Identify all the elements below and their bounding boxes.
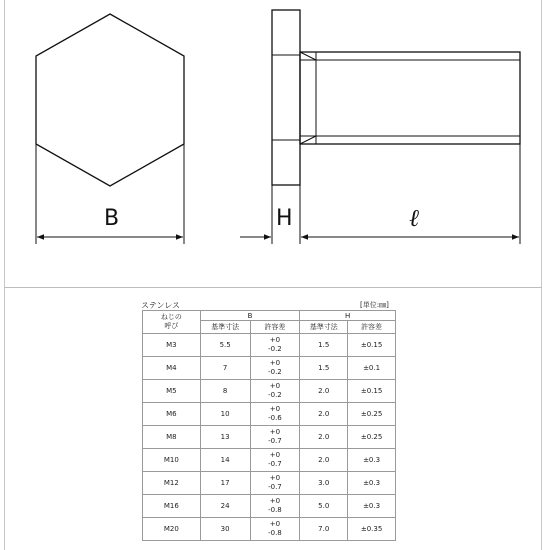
cell-size: M10 — [143, 449, 201, 472]
cell-b-basic: 10 — [200, 403, 250, 426]
cell-size: M20 — [143, 518, 201, 541]
cell-h-tol: ±0.25 — [348, 426, 396, 449]
b-tol-minus: -0.7 — [268, 483, 282, 491]
section-divider — [4, 287, 542, 288]
cell-h-basic: 2.0 — [300, 426, 348, 449]
cell-b-tol — [250, 357, 300, 380]
b-tol-minus: -0.2 — [268, 391, 282, 399]
cell-b-tol — [250, 426, 300, 449]
b-tol-minus: -0.6 — [268, 414, 282, 422]
cell-size: M4 — [143, 357, 201, 380]
cell-h-tol: ±0.3 — [348, 472, 396, 495]
spec-table — [142, 310, 396, 541]
cell-h-basic: 2.0 — [300, 380, 348, 403]
header-b-basic: 基準寸法 — [200, 321, 250, 334]
dim-label-b: B — [104, 206, 120, 231]
dim-label-l: ℓ — [409, 204, 419, 232]
cell-h-basic: 2.0 — [300, 449, 348, 472]
cell-h-tol: ±0.1 — [348, 357, 396, 380]
table-row — [143, 495, 396, 518]
cell-b-basic: 17 — [200, 472, 250, 495]
b-tol-plus: +0 — [269, 382, 281, 390]
cell-h-tol: ±0.3 — [348, 449, 396, 472]
cell-b-tol — [250, 472, 300, 495]
cell-b-basic: 30 — [200, 518, 250, 541]
cell-h-basic: 2.0 — [300, 403, 348, 426]
cell-b-tol — [250, 403, 300, 426]
cell-b-tol — [250, 449, 300, 472]
table-row — [143, 380, 396, 403]
b-tol-plus: +0 — [269, 520, 281, 528]
header-h-basic: 基準寸法 — [300, 321, 348, 334]
table-row — [143, 472, 396, 495]
b-tol-plus: +0 — [269, 451, 281, 459]
cell-b-basic: 7 — [200, 357, 250, 380]
table-row — [143, 334, 396, 357]
b-tol-plus: +0 — [269, 474, 281, 482]
cell-b-tol — [250, 495, 300, 518]
cell-h-basic: 3.0 — [300, 472, 348, 495]
cell-h-tol: ±0.25 — [348, 403, 396, 426]
table-row — [143, 518, 396, 541]
header-b-tol: 許容差 — [250, 321, 300, 334]
b-tol-plus: +0 — [269, 336, 281, 344]
hex-head-view — [36, 14, 184, 186]
cell-b-tol — [250, 334, 300, 357]
b-tol-plus: +0 — [269, 359, 281, 367]
cell-b-basic: 14 — [200, 449, 250, 472]
header-group-h: H — [300, 311, 396, 321]
b-tol-minus: -0.2 — [268, 345, 282, 353]
cell-size: M8 — [143, 426, 201, 449]
cell-h-basic: 5.0 — [300, 495, 348, 518]
cell-size: M12 — [143, 472, 201, 495]
cell-size: M6 — [143, 403, 201, 426]
cell-b-basic: 5.5 — [200, 334, 250, 357]
cell-h-tol: ±0.15 — [348, 380, 396, 403]
cell-size: M5 — [143, 380, 201, 403]
unit-label: [単位:㎜] — [360, 301, 389, 309]
cell-h-tol: ±0.3 — [348, 495, 396, 518]
cell-b-basic: 8 — [200, 380, 250, 403]
cell-b-tol — [250, 380, 300, 403]
cell-size: M3 — [143, 334, 201, 357]
dim-label-h: H — [276, 206, 293, 231]
b-tol-minus: -0.2 — [268, 368, 282, 376]
cell-h-tol: ±0.15 — [348, 334, 396, 357]
b-tol-minus: -0.7 — [268, 460, 282, 468]
cell-h-basic: 1.5 — [300, 357, 348, 380]
header-h-tol: 許容差 — [348, 321, 396, 334]
b-tol-plus: +0 — [269, 428, 281, 436]
cell-h-basic: 7.0 — [300, 518, 348, 541]
table-row — [143, 449, 396, 472]
header-group-b: B — [200, 311, 300, 321]
table-row — [143, 426, 396, 449]
b-tol-minus: -0.8 — [268, 529, 282, 537]
header-screw-size: ねじの 呼び — [143, 311, 201, 334]
b-tol-minus: -0.8 — [268, 506, 282, 514]
cell-h-tol: ±0.35 — [348, 518, 396, 541]
bolt-shank-side — [300, 52, 520, 144]
cell-b-basic: 13 — [200, 426, 250, 449]
table-row — [143, 357, 396, 380]
b-tol-plus: +0 — [269, 497, 281, 505]
bolt-head-side — [272, 10, 300, 185]
cell-h-basic: 1.5 — [300, 334, 348, 357]
cell-b-basic: 24 — [200, 495, 250, 518]
table-row — [143, 403, 396, 426]
table-caption: ステンレス — [141, 301, 180, 310]
cell-b-tol — [250, 518, 300, 541]
cell-size: M16 — [143, 495, 201, 518]
b-tol-minus: -0.7 — [268, 437, 282, 445]
b-tol-plus: +0 — [269, 405, 281, 413]
